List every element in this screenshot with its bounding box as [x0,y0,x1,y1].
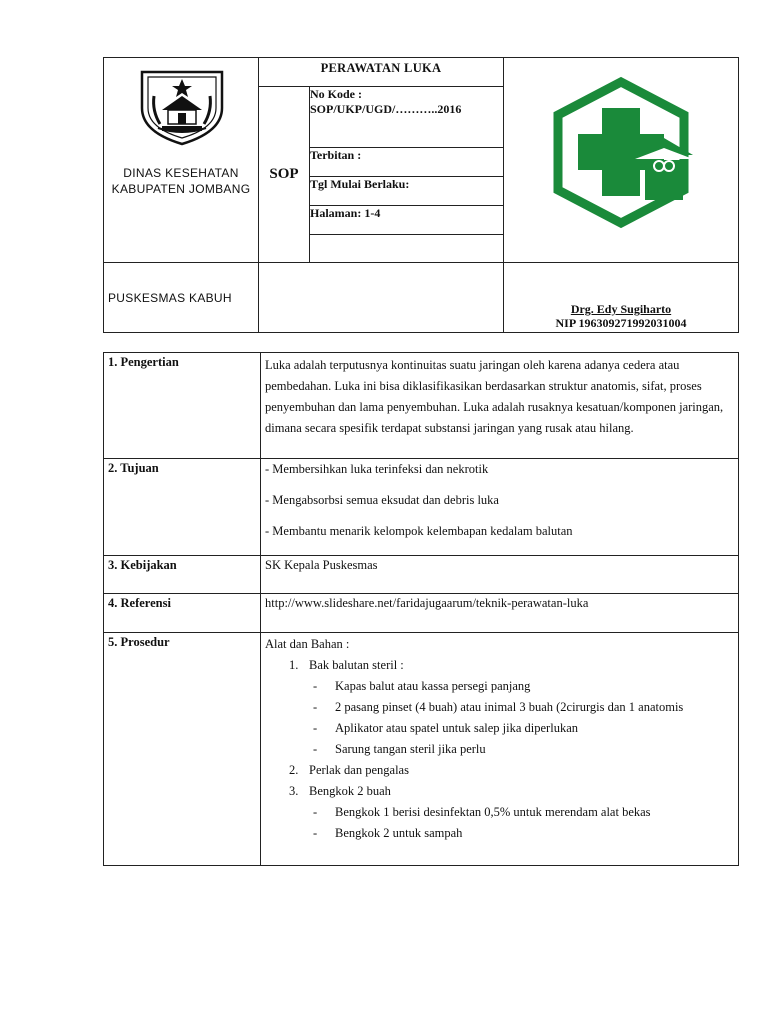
sub-text: Sarung tangan steril jika perlu [335,742,486,756]
org-cell [104,58,259,263]
signer-cell [504,263,739,333]
dash: - [313,805,318,819]
list-item [265,760,734,781]
no-kode-label: No Kode : [310,87,362,101]
puskesmas-cell [104,263,259,333]
sub-item [265,676,734,697]
tgl-mulai: Tgl Mulai Berlaku: [310,177,504,206]
row-pengertian [104,353,739,459]
dash: - [313,742,318,756]
referensi-link[interactable]: http://www.slideshare.net/faridajugaarum/teknik-perawatan-luka [261,594,739,633]
sub-text: Bengkok 2 untuk sampah [335,826,463,840]
list-number: 3. [289,784,299,798]
logo-cell [504,58,739,263]
dash: - [313,700,318,714]
list-item [265,655,734,676]
empty-cell [310,235,504,263]
halaman: Halaman: 1-4 [310,206,504,235]
doc-title: PERAWATAN LUKA [320,61,442,75]
list-item [265,781,734,802]
jombang-emblem-icon [132,66,232,146]
prosedur-label: 5. Prosedur [104,633,261,866]
list-text: Perlak dan pengalas [309,763,409,777]
kebijakan-text: SK Kepala Puskesmas [261,556,739,594]
row-kebijakan [104,556,739,594]
prosedur-intro: Alat dan Bahan : [265,637,350,651]
pengertian-text: Luka adalah terputusnya kontinuitas suatu jaringan oleh karena adanya cedera atau pembedahan. Luka ini bisa diklasifikasikan berdasarkan struktur anatomis, sifat, proses penyembuhan dan lama penyembuhan. Luka adalah rusaknya kesatuan/komponen jaringan, dimana secara spesifik terdapat substansi jaringan yang rusak atau hilang. [261,353,739,459]
dash: - [313,679,318,693]
terbitan: Terbitan : [310,148,504,177]
sub-text: Bengkok 1 berisi desinfektan 0,5% untuk merendam alat bekas [335,805,651,819]
doc-title-cell [259,58,504,87]
org-name: DINAS KESEHATAN KABUPATEN JOMBANG [111,166,251,196]
sub-item [265,697,734,718]
sub-item [265,802,734,823]
tujuan-item: - Membersihkan luka terinfeksi dan nekrotik [265,462,489,476]
dash: - [313,721,318,735]
referensi-label: 4. Referensi [104,594,261,633]
signer-nip: NIP 196309271992031004 [555,316,687,330]
sub-item [265,739,734,760]
sub-text: Kapas balut atau kassa persegi panjang [335,679,531,693]
list-text: Bak balutan steril : [309,658,404,672]
sop-content-table [103,352,739,866]
tujuan-item: - Membantu menarik kelompok kelembapan kedalam balutan [265,524,573,538]
prosedur-content [261,633,739,866]
sub-text: 2 pasang pinset (4 buah) atau inimal 3 buah (2cirurgis dan 1 anatomis [335,700,684,714]
sub-text: Aplikator atau spatel untuk salep jika diperlukan [335,721,578,735]
no-kode-value: SOP/UKP/UGD/………..2016 [310,102,462,116]
sop-label-cell [259,87,310,263]
puskesmas-logo-icon [504,60,738,260]
tujuan-list [261,459,739,556]
sop-header-table [103,57,739,333]
list-text: Bengkok 2 buah [309,784,391,798]
sop-label: SOP [269,166,299,182]
kebijakan-label: 3. Kebijakan [104,556,261,594]
sub-item [265,823,734,844]
signer-name: Drg. Edy Sugiharto [570,302,672,316]
row-prosedur [104,633,739,866]
list-number: 2. [289,763,299,777]
tujuan-item: - Mengabsorbsi semua eksudat dan debris luka [265,493,499,507]
pengertian-label: 1. Pengertian [104,353,261,459]
blank-cell [259,263,504,333]
row-referensi [104,594,739,633]
no-kode-cell [310,87,504,148]
dash: - [313,826,318,840]
tujuan-label: 2. Tujuan [104,459,261,556]
sub-item [265,718,734,739]
list-number: 1. [289,658,299,672]
puskesmas-name: PUSKESMAS KABUH [108,290,232,305]
row-tujuan [104,459,739,556]
